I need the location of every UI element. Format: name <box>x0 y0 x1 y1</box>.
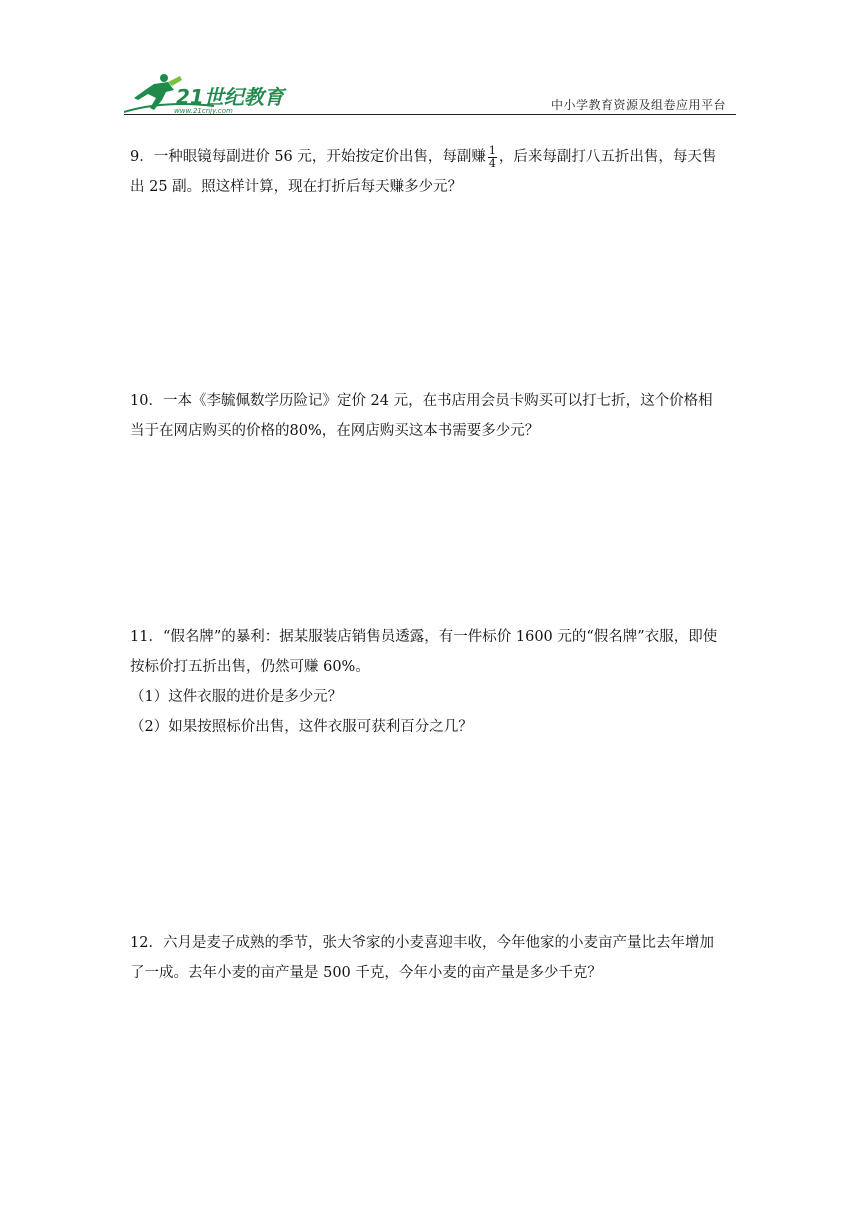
question-11 <box>130 622 738 742</box>
question-10-line-1: 10．一本《李毓佩数学历险记》定价 24 元，在书店用会员卡购买可以打七折，这个价格相 <box>130 393 713 409</box>
page-header <box>124 66 736 116</box>
logo-text: 21世纪教育 <box>176 85 284 109</box>
site-logo <box>124 70 294 114</box>
question-11-sub-1: （1）这件衣服的进价是多少元？ <box>130 689 343 705</box>
question-12-line-2: 了一成。去年小麦的亩产量是 500 千克，今年小麦的亩产量是多少千克？ <box>130 965 602 981</box>
question-12 <box>130 928 738 988</box>
question-9 <box>130 142 738 202</box>
question-9-text-a: 9．一种眼镜每副进价 56 元，开始按定价出售，每副赚 <box>130 149 486 165</box>
fraction-one-quarter <box>488 145 497 170</box>
question-11-line-2: 按标价打五折出售，仍然可赚 60%。 <box>130 659 370 675</box>
question-10-line-2: 当于在网店购买的价格的80%，在网店购买这本书需要多少元？ <box>130 423 540 439</box>
question-11-line-1: 11．“假名牌”的暴利：据某服装店销售员透露，有一件标价 1600 元的“假名牌”衣服，即使 <box>130 629 718 645</box>
header-platform-text: 中小学教育资源及组卷应用平台 <box>550 98 726 112</box>
question-9-line-2: 出 25 副。照这样计算，现在打折后每天赚多少元？ <box>130 179 463 195</box>
fraction-numerator: 1 <box>488 143 496 157</box>
question-9-line-1 <box>130 142 738 172</box>
question-11-sub-2: （2）如果按照标价出售，这件衣服可获利百分之几？ <box>130 719 473 735</box>
question-10 <box>130 386 738 446</box>
question-9-text-b: ，后来每副打八五折出售，每天售 <box>498 149 717 165</box>
fraction-denominator: 4 <box>488 156 496 170</box>
logo-url: www.21cnjy.com <box>174 107 233 114</box>
header-divider <box>124 114 736 115</box>
question-12-line-1: 12．六月是麦子成熟的季节，张大爷家的小麦喜迎丰收，今年他家的小麦亩产量比去年增加 <box>130 935 714 951</box>
